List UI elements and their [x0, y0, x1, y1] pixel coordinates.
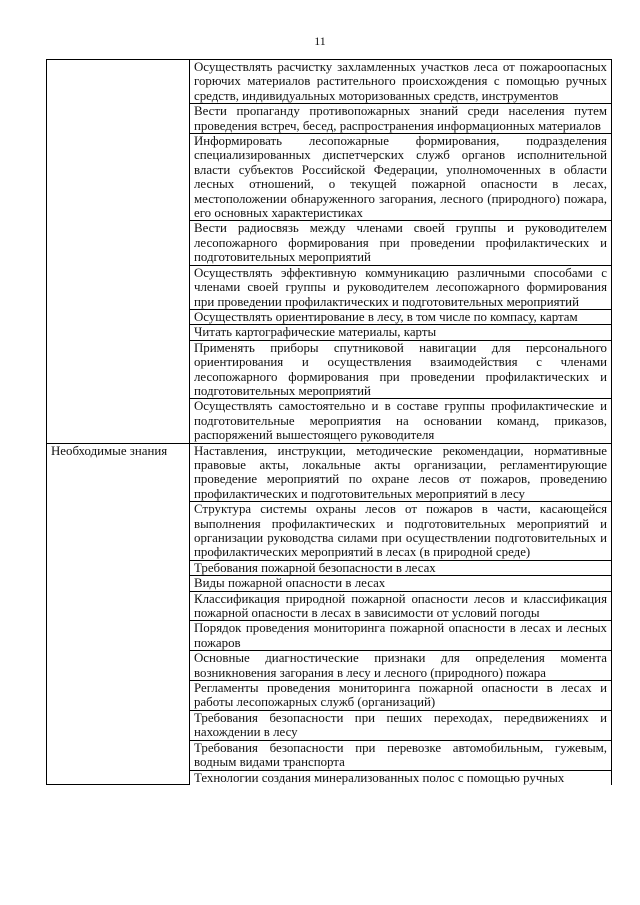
table-row-item: Осуществлять расчистку захламленных участков леса от пожароопасных горючих материалов растительного происхождения с помощью ручных средств, индивидуальных моторизованных средств, инструментов [190, 60, 612, 104]
table-row-item: Регламенты проведения мониторинга пожарной опасности в лесах и работы лесопожарных служб (организаций) [190, 681, 612, 711]
table-row-item: Требования безопасности при пеших переходах, передвижениях и нахождении в лесу [190, 710, 612, 740]
table-row-item: Структура системы охраны лесов от пожаров в части, касающейся выполнения профилактических и подготовительных мероприятий и организации руководства силами при осуществлении подготовительных и профилактических мероприятий в лесах (в природной среде) [190, 502, 612, 561]
table-row-item: Применять приборы спутниковой навигации для персонального ориентирования и осуществления взаимодействия с членами лесопожарного формирования при проведении профилактических и подготовительных мероприятий [190, 340, 612, 399]
table-row-item: Порядок проведения мониторинга пожарной опасности в лесах и лесных пожаров [190, 621, 612, 651]
table-row-item: Классификация природной пожарной опасности лесов и классификация пожарной опасности в лесах в зависимости от условий погоды [190, 591, 612, 621]
table-row-item: Информировать лесопожарные формирования, подразделения специализированных диспетчерских служб органов исполнительной власти субъектов Российской Федерации, уполномоченных в области лесных отношений, о текущей пожарной опасности в лесах, местоположении обнаруженного загорания, лесного (природного) пожара, его основных характеристиках [190, 134, 612, 221]
table-row-item: Осуществлять ориентирование в лесу, в том числе по компасу, картам [190, 309, 612, 324]
page-number: 11 [314, 34, 326, 48]
table-row-item: Требования безопасности при перевозке автомобильным, гужевым, водным видами транспорта [190, 740, 612, 770]
table-row-item: Технологии создания минерализованных полос с помощью ручных [190, 770, 612, 785]
table-row-item: Виды пожарной опасности в лесах [190, 576, 612, 591]
table-row-item: Основные диагностические признаки для определения момента возникновения загорания в лесу и лесного (природного) пожара [190, 651, 612, 681]
section-label-cell [47, 60, 190, 444]
table-row-item: Вести радиосвязь между членами своей группы и руководителем лесопожарного формирования при проведении профилактических и подготовительных мероприятий [190, 221, 612, 265]
table-row-item: Вести пропаганду противопожарных знаний среди населения путем проведения встреч, бесед, распространения информационных материалов [190, 104, 612, 134]
table-row-item: Читать картографические материалы, карты [190, 325, 612, 340]
table-row-item: Требования пожарной безопасности в лесах [190, 560, 612, 575]
table-row-item: Осуществлять эффективную коммуникацию различными способами с членами своей группы и руководителем лесопожарного формирования при проведении профилактических и подготовительных мероприятий [190, 265, 612, 309]
section-label-knowledge: Необходимые знания [47, 443, 190, 785]
table-row-item: Осуществлять самостоятельно и в составе группы профилактические и подготовительные мероприятия на основании команд, приказов, распоряжений вышестоящего руководителя [190, 399, 612, 443]
table-row-item: Наставления, инструкции, методические рекомендации, нормативные правовые акты, локальные акты организации, регламентирующие проведение мероприятий по охране лесов от пожаров, проведению профилактических и подготовительных мероприятий в лесу [190, 443, 612, 502]
competency-table [46, 59, 612, 785]
